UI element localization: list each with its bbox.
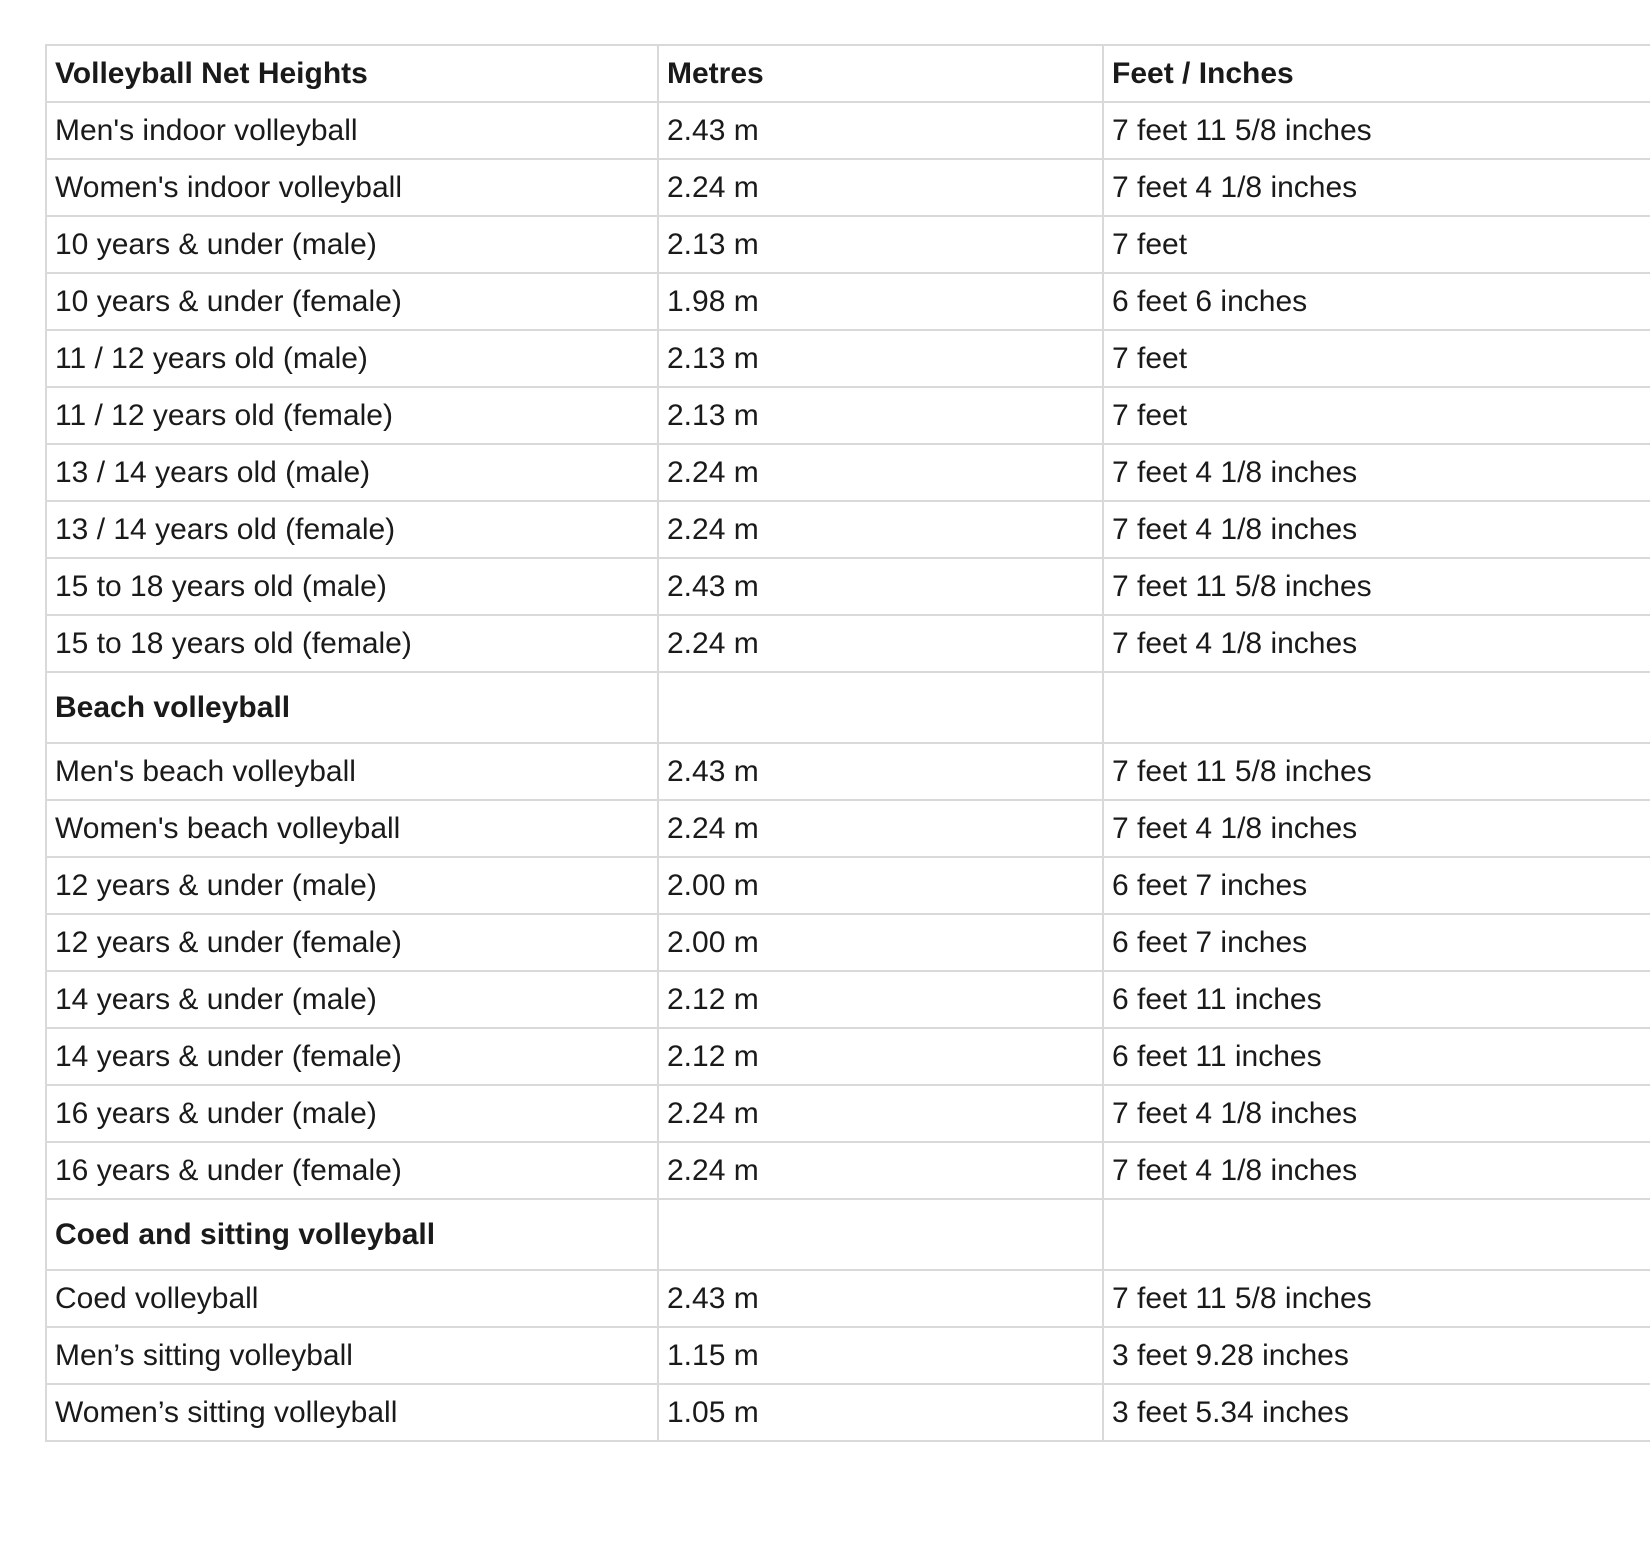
metres-cell: 2.24 m: [658, 1142, 1103, 1199]
metres-cell: 2.24 m: [658, 800, 1103, 857]
metres-cell: 2.00 m: [658, 914, 1103, 971]
table-row: [46, 857, 1650, 914]
net-heights-table-container: [45, 44, 1650, 1442]
metres-cell: 2.13 m: [658, 330, 1103, 387]
table-row: [46, 1142, 1650, 1199]
feet-inches-cell: 7 feet 11 5/8 inches: [1103, 1270, 1650, 1327]
section-row-coed: [46, 1199, 1650, 1270]
metres-cell: 2.12 m: [658, 1028, 1103, 1085]
category-cell: 11 / 12 years old (male): [46, 330, 658, 387]
metres-cell: 2.43 m: [658, 743, 1103, 800]
empty-cell: [658, 672, 1103, 743]
table-row: [46, 444, 1650, 501]
empty-cell: [1103, 672, 1650, 743]
metres-cell: 1.05 m: [658, 1384, 1103, 1441]
table-row: [46, 1270, 1650, 1327]
net-heights-table: [45, 44, 1650, 1442]
feet-inches-cell: 7 feet 4 1/8 inches: [1103, 444, 1650, 501]
feet-inches-cell: 7 feet 11 5/8 inches: [1103, 558, 1650, 615]
feet-inches-cell: 7 feet 11 5/8 inches: [1103, 102, 1650, 159]
feet-inches-cell: 6 feet 7 inches: [1103, 857, 1650, 914]
table-row: [46, 558, 1650, 615]
metres-cell: 2.12 m: [658, 971, 1103, 1028]
feet-inches-cell: 3 feet 5.34 inches: [1103, 1384, 1650, 1441]
feet-inches-cell: 7 feet 11 5/8 inches: [1103, 743, 1650, 800]
category-cell: 10 years & under (female): [46, 273, 658, 330]
category-cell: Women's indoor volleyball: [46, 159, 658, 216]
category-cell: 12 years & under (male): [46, 857, 658, 914]
category-cell: Coed volleyball: [46, 1270, 658, 1327]
category-cell: Men's beach volleyball: [46, 743, 658, 800]
feet-inches-cell: 3 feet 9.28 inches: [1103, 1327, 1650, 1384]
feet-inches-cell: 7 feet 4 1/8 inches: [1103, 615, 1650, 672]
category-cell: 13 / 14 years old (male): [46, 444, 658, 501]
table-row: [46, 615, 1650, 672]
table-row: [46, 501, 1650, 558]
category-cell: 10 years & under (male): [46, 216, 658, 273]
metres-cell: 2.13 m: [658, 216, 1103, 273]
metres-cell: 2.24 m: [658, 501, 1103, 558]
header-row: [46, 45, 1650, 102]
metres-cell: 2.43 m: [658, 1270, 1103, 1327]
category-cell: 11 / 12 years old (female): [46, 387, 658, 444]
feet-inches-cell: 7 feet 4 1/8 inches: [1103, 1142, 1650, 1199]
category-cell: 16 years & under (male): [46, 1085, 658, 1142]
metres-cell: 1.15 m: [658, 1327, 1103, 1384]
header-cell-category: Volleyball Net Heights: [46, 45, 658, 102]
feet-inches-cell: 7 feet 4 1/8 inches: [1103, 1085, 1650, 1142]
feet-inches-cell: 6 feet 11 inches: [1103, 971, 1650, 1028]
feet-inches-cell: 6 feet 7 inches: [1103, 914, 1650, 971]
table-row: [46, 216, 1650, 273]
table-row: [46, 1327, 1650, 1384]
header-cell-feet-inches: Feet / Inches: [1103, 45, 1650, 102]
metres-cell: 2.24 m: [658, 615, 1103, 672]
category-cell: 13 / 14 years old (female): [46, 501, 658, 558]
metres-cell: 2.24 m: [658, 159, 1103, 216]
metres-cell: 2.24 m: [658, 444, 1103, 501]
feet-inches-cell: 7 feet: [1103, 330, 1650, 387]
table-row: [46, 1028, 1650, 1085]
feet-inches-cell: 7 feet 4 1/8 inches: [1103, 159, 1650, 216]
category-cell: Men's indoor volleyball: [46, 102, 658, 159]
metres-cell: 1.98 m: [658, 273, 1103, 330]
category-cell: 12 years & under (female): [46, 914, 658, 971]
category-cell: 14 years & under (female): [46, 1028, 658, 1085]
category-cell: 16 years & under (female): [46, 1142, 658, 1199]
metres-cell: 2.24 m: [658, 1085, 1103, 1142]
table-row: [46, 330, 1650, 387]
empty-cell: [658, 1199, 1103, 1270]
metres-cell: 2.00 m: [658, 857, 1103, 914]
category-cell: 15 to 18 years old (male): [46, 558, 658, 615]
table-row: [46, 1384, 1650, 1441]
header-cell-metres: Metres: [658, 45, 1103, 102]
table-row: [46, 914, 1650, 971]
table-row: [46, 743, 1650, 800]
table-row: [46, 159, 1650, 216]
table-row: [46, 273, 1650, 330]
category-cell: Women’s sitting volleyball: [46, 1384, 658, 1441]
feet-inches-cell: 7 feet 4 1/8 inches: [1103, 501, 1650, 558]
table-row: [46, 387, 1650, 444]
metres-cell: 2.43 m: [658, 558, 1103, 615]
feet-inches-cell: 6 feet 11 inches: [1103, 1028, 1650, 1085]
feet-inches-cell: 7 feet: [1103, 387, 1650, 444]
category-cell: 15 to 18 years old (female): [46, 615, 658, 672]
metres-cell: 2.43 m: [658, 102, 1103, 159]
section-row-beach: [46, 672, 1650, 743]
table-row: [46, 800, 1650, 857]
section-title-coed: Coed and sitting volleyball: [46, 1199, 658, 1270]
table-row: [46, 971, 1650, 1028]
metres-cell: 2.13 m: [658, 387, 1103, 444]
table-row: [46, 102, 1650, 159]
feet-inches-cell: 6 feet 6 inches: [1103, 273, 1650, 330]
empty-cell: [1103, 1199, 1650, 1270]
category-cell: Men’s sitting volleyball: [46, 1327, 658, 1384]
feet-inches-cell: 7 feet: [1103, 216, 1650, 273]
table-row: [46, 1085, 1650, 1142]
section-title-beach: Beach volleyball: [46, 672, 658, 743]
feet-inches-cell: 7 feet 4 1/8 inches: [1103, 800, 1650, 857]
category-cell: 14 years & under (male): [46, 971, 658, 1028]
category-cell: Women's beach volleyball: [46, 800, 658, 857]
